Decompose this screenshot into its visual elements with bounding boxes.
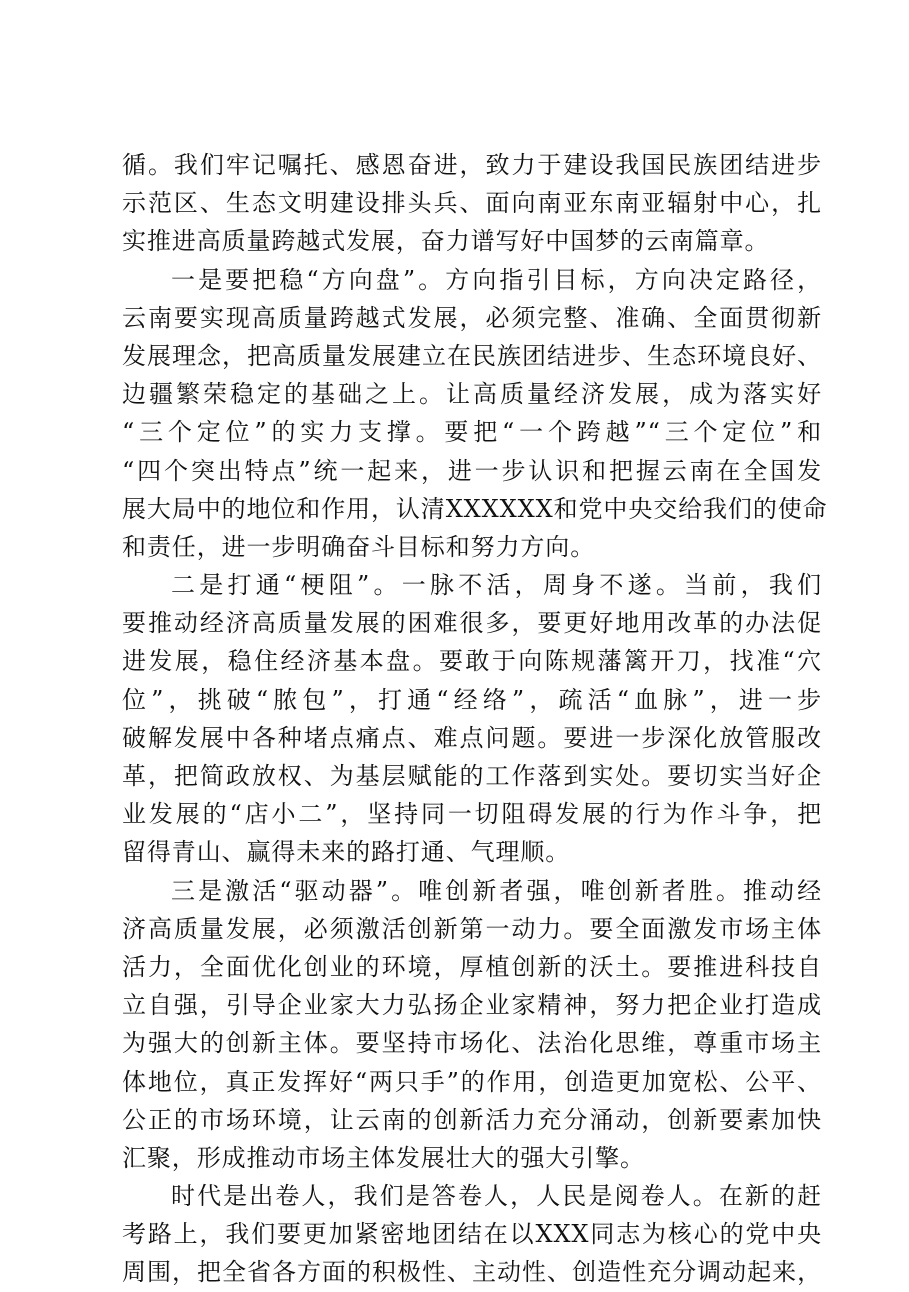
text-line: 云南要实现高质量跨越式发展，必须完整、准确、全面贯彻新 [122, 303, 822, 332]
text-line: 边疆繁荣稳定的基础之上。让高质量经济发展，成为落实好 [122, 380, 822, 409]
text-line: 立自强，引导企业家大力弘扬企业家精神，努力把企业打造成 [122, 991, 822, 1020]
text-line: 考路上，我们要更加紧密地团结在以XXX同志为核心的党中央 [122, 1220, 822, 1249]
text-line: “三个定位”的实力支撑。要把“一个跨越”“三个定位”和 [122, 418, 822, 447]
text-line: 进发展，稳住经济基本盘。要敢于向陈规藩篱开刀，找准“穴 [122, 647, 822, 676]
text-line: 汇聚，形成推动市场主体发展壮大的强大引擎。 [122, 1143, 645, 1172]
paragraph-first-line: 三是激活“驱动器”。唯创新者强，唯创新者胜。推动经 [171, 876, 822, 905]
text-line: 为强大的创新主体。要坚持市场化、法治化思维，尊重市场主 [122, 1029, 822, 1058]
text-line: “四个突出特点”统一起来，进一步认识和把握云南在全国发 [122, 456, 822, 485]
text-line: 要推动经济高质量发展的困难很多，要更好地用改革的办法促 [122, 609, 822, 638]
text-line: 破解发展中各种堵点痛点、难点问题。要进一步深化放管服改 [122, 723, 822, 752]
text-line: 业发展的“店小二”，坚持同一切阻碍发展的行为作斗争，把 [122, 800, 822, 829]
paragraph-first-line: 二是打通“梗阻”。一脉不活，周身不遂。当前，我们 [171, 571, 822, 600]
text-line: 公正的市场环境，让云南的创新活力充分涌动，创新要素加快 [122, 1105, 822, 1134]
text-line: 发展理念，把高质量发展建立在民族团结进步、生态环境良好、 [122, 341, 822, 370]
text-line: 位”，挑破“脓包”，打通“经络”，疏活“血脉”，进一步 [122, 685, 822, 714]
text-line: 济高质量发展，必须激活创新第一动力。要全面激发市场主体 [122, 914, 822, 943]
text-line: 周围，把全省各方面的积极性、主动性、创造性充分调动起来， [122, 1258, 822, 1287]
text-line: 展大局中的地位和作用，认清XXXXXX和党中央交给我们的使命 [122, 494, 828, 523]
text-line: 示范区、生态文明建设排头兵、面向南亚东南亚辐射中心，扎 [122, 189, 822, 218]
document-body [122, 146, 828, 1292]
paragraph-first-line: 一是要把稳“方向盘”。方向指引目标，方向决定路径， [171, 265, 822, 294]
text-line: 和责任，进一步明确奋斗目标和努力方向。 [122, 532, 596, 561]
paragraph-first-line: 时代是出卷人，我们是答卷人，人民是阅卷人。在新的赶 [171, 1182, 822, 1211]
text-line: 体地位，真正发挥好“两只手”的作用，创造更加宽松、公平、 [122, 1067, 822, 1096]
text-line: 革，把简政放权、为基层赋能的工作落到实处。要切实当好企 [122, 762, 822, 790]
text-line: 循。我们牢记嘱托、感恩奋进，致力于建设我国民族团结进步 [122, 151, 822, 179]
text-line: 活力，全面优化创业的环境，厚植创新的沃土。要推进科技自 [122, 952, 822, 981]
text-line: 留得青山、赢得未来的路打通、气理顺。 [122, 838, 571, 867]
text-line: 实推进高质量跨越式发展，奋力谱写好中国梦的云南篇章。 [122, 227, 770, 256]
